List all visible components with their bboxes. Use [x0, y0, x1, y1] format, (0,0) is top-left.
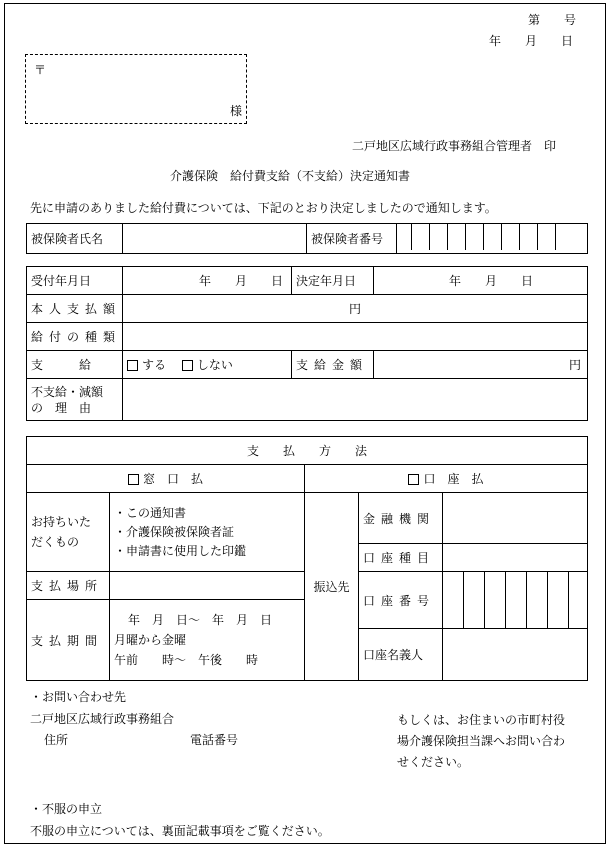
decision-table	[26, 266, 588, 421]
amount-value[interactable]	[374, 351, 588, 379]
checkbox-account[interactable]	[408, 474, 419, 485]
issue-date: 年 月 日	[489, 34, 574, 48]
insured-number-field[interactable]	[397, 224, 588, 254]
phone-label: 電話番号	[190, 733, 239, 747]
objection-heading: ・不服の申立	[30, 802, 103, 816]
self-pay-label: 本人支払額	[27, 295, 123, 323]
page-title: 介護保険 給付費支給（不支給）決定通知書	[170, 169, 411, 183]
method-title: 支 払 方 法	[27, 437, 588, 465]
benefit-type-label: 給付の種類	[27, 323, 123, 351]
insured-name-label: 被保険者氏名	[27, 224, 123, 254]
insured-number-label: 被保険者番号	[307, 224, 397, 254]
checkbox-window[interactable]	[128, 474, 139, 485]
account-type-label: 口座種目	[359, 544, 443, 572]
document-number: 第 号	[528, 13, 577, 27]
reason-label: 不支給・減額 の 理 由	[27, 379, 123, 421]
account-payment: 口 座 払	[305, 465, 588, 493]
inquiry-heading: ・お問い合わせ先	[30, 690, 127, 704]
postal-mark: 〒	[34, 63, 47, 77]
decided-date-value[interactable]: 年 月 日	[374, 267, 588, 295]
amount-label: 支給金額	[292, 351, 374, 379]
transfer-label: 振込先	[305, 493, 359, 681]
option-no: しない	[196, 358, 233, 372]
bring-items	[110, 493, 305, 572]
option-yes: する	[142, 358, 167, 372]
payment-options	[123, 351, 292, 379]
account-type-field[interactable]	[443, 544, 588, 572]
benefit-type-value[interactable]	[123, 323, 588, 351]
address-label: 住所	[44, 733, 69, 747]
method-table	[26, 436, 588, 681]
account-number-label: 口座番号	[359, 572, 443, 629]
decided-date-label: 決定年月日	[292, 267, 374, 295]
checkbox-yes[interactable]	[127, 360, 138, 371]
bring-item: ・介護保険被保険者証	[114, 524, 235, 539]
checkbox-no[interactable]	[182, 360, 193, 371]
issuer: 二戸地区広域行政事務組合管理者 印	[352, 139, 557, 153]
self-pay-unit: 円	[348, 302, 361, 316]
bring-item: ・申請書に使用した印鑑	[114, 543, 247, 558]
account-number-field[interactable]	[443, 572, 588, 629]
received-date-value[interactable]: 年 月 日	[123, 267, 292, 295]
insured-name-field[interactable]	[123, 224, 307, 254]
self-pay-value[interactable]	[123, 295, 588, 323]
insured-table	[26, 223, 588, 254]
reason-value[interactable]	[123, 379, 588, 421]
honorific: 様	[229, 104, 242, 118]
holder-field[interactable]	[443, 629, 588, 681]
period-label: 支払期間	[27, 600, 110, 681]
objection-text: 不服の申立については、裏面記載事項をご覧ください。	[30, 824, 330, 838]
address-box	[25, 54, 247, 124]
holder-label: 口座名義人	[359, 629, 443, 681]
received-date-label: 受付年月日	[27, 267, 123, 295]
bank-label: 金融機関	[359, 493, 443, 544]
bring-item: ・この通知書	[114, 505, 187, 520]
org-name: 二戸地区広域行政事務組合	[30, 712, 175, 726]
place-label: 支払場所	[27, 572, 110, 600]
window-payment: 窓 口 払	[27, 465, 305, 493]
amount-unit: 円	[568, 358, 581, 372]
bring-label: お持ちいた だくもの	[27, 493, 110, 572]
place-field[interactable]	[110, 572, 305, 600]
intro-text: 先に申請のありました給付費については、下記のとおり決定しましたので通知します。	[30, 201, 497, 215]
period-value: 年 月 日～ 年 月 日 月曜から金曜 午前 時～ 午後 時	[110, 600, 305, 681]
bank-field[interactable]	[443, 493, 588, 544]
payment-label: 支 給	[27, 351, 123, 379]
alt-contact: もしくは、お住まいの市町村役 場介護保険担当課へお問い合わ せください。	[397, 713, 566, 769]
